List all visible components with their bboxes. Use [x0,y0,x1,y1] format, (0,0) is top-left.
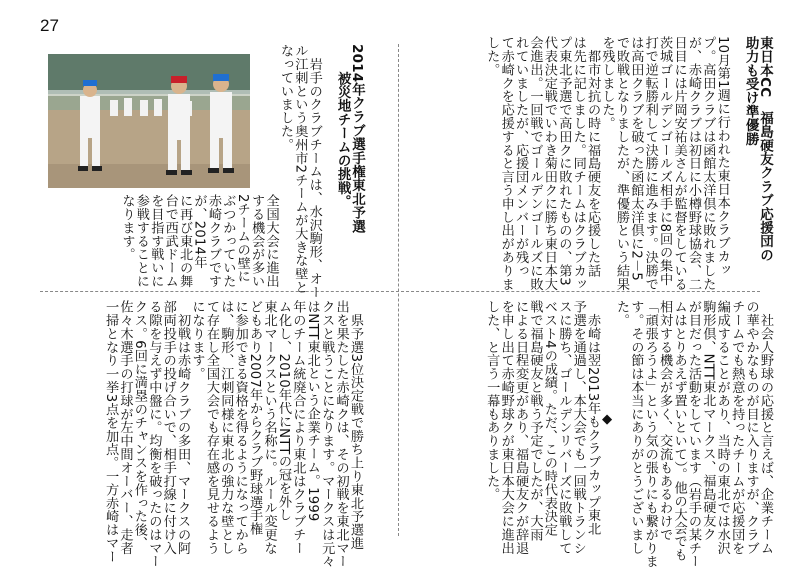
article-body-line: 打で逆転勝利して決勝に進みます。決勝で [642,36,658,291]
article-body-line: が、赤崎クラブは初日に小樽野球協会、二 [685,36,701,291]
article-body-line: 日目には片岡安祐美さんが監督をしている [671,36,687,291]
article-body-line: た。 [613,300,629,327]
article-body-line: なります。 [119,194,135,261]
article-body-line: した。 [484,36,500,77]
baseball-game-photo [48,54,250,188]
article-body-line: を申し出て赤崎野球クが東日本大会に進出 [498,300,514,555]
article-body-line: 編成することがあり、当時の東北では水沢 [714,300,730,555]
spacer [321,44,335,294]
article-body-line: 会進出。一回戦でゴールデンゴールズに敗 [527,36,543,291]
article-body-line: 予選を通過し、本大会でも一回戦トランシ [570,300,586,555]
section-separator-diamond: ◆ [599,412,615,428]
article-body-line: に参加できる資格を得るようになってから [232,300,248,555]
article-body-line: 赤崎クラブです [205,194,221,288]
article-body-line: の華やかなものが目に入りますが、クラブ [743,300,759,555]
article-body-line: て赤崎クを応援すると言う申し出がありま [498,36,514,291]
article-body-line: チームでも熱意を持ったチームが応援団を [729,300,745,555]
article-body-line: 参戦することに [133,194,149,288]
article-body-line: どもあり2007年からクラブ野球選手権 [247,300,263,536]
article-body-line: 佐々木選手の打球が左中間オーバー、走者 [117,300,133,555]
article-body-line: ム化し、2010年代にNTTの冠を外し [275,300,291,522]
baseball-players-image [48,54,250,188]
article-body-line: は高田クラブを破った函館太洋倶に2－5 [628,36,644,281]
article-body-line: が、2014年 [191,194,207,269]
article-body-line: す。その節は本当にありがとうございまし [628,300,644,555]
article-title-line: 助力も受け準優勝 [742,36,759,146]
article-body-line: 戦で福島硬友と戦う予定でしたが、大雨 [527,300,543,542]
article-body-line: 東北マークスという名称に。ルール変更な [261,300,277,555]
article-body-line: を残しました。 [599,36,615,130]
article-body-line: る隙を与えず中盤に。均衡を破ったのはマー [146,300,162,568]
article-cheering-squads [484,300,773,568]
article-body-line: 代表決定戦でいわき菊田クに勝ち東日本大 [541,36,557,291]
article-body-line: 2チームの壁に [234,194,250,283]
article-body-line: 茨城ゴールデンゴールズ相手に8回の集中 [657,36,673,286]
article-body-line: 岩手のクラブチームは、水沢駒形、オー [306,44,322,299]
article-body-line: 全国大会に進出 [263,194,279,288]
spacer [729,36,743,286]
article-body-line: 相対する機会が多く、交流もあるわけで [657,300,673,542]
article-body-line: 出を果たした赤崎クは、その初戦を東北マー [333,300,349,568]
article-body-line: 「頑張ろうよ」という気の張りにも繋がりま [642,300,658,568]
article-east-japan-cc [484,36,773,291]
article-body-line: 初戦は赤崎クラブの多田、マークスの阿 [175,300,191,555]
article-body-line: ムはとりあえず置いといて）。他の大会でも [671,300,687,562]
article-body-line: プ東北予選で高田クに敗れたものの、第3 [556,36,572,286]
article-body-line: はNTT東北という企業チーム。1999 [304,300,320,522]
article-body-line: になります。 [189,300,205,381]
article-body-line: プ。高田クラブは函館太洋倶に敗れました [700,36,716,291]
article-body-line: スに勝ち、ゴールデンリバーズに敗戦して [556,300,572,555]
article-body-line: で敗戦となりましたが、準優勝という結果 [613,36,629,291]
article-body-line: なっていました。 [277,44,293,152]
article-body-line: 社会人野球の応援と言えば、企業チーム [758,300,773,555]
article-body-line: 10月第1週に行われた東日本クラブカッ [714,36,730,277]
article-body-line: クスと戦うことになります。マークスは元々 [319,300,335,568]
article-body-line: て存在し全国大会でも存在感を見せるよう [203,300,219,555]
article-body-line: クス。6回に満塁のチャンスを作った後、 [131,300,147,550]
article-title-line: 被災地チームの挑戦。 [334,44,351,209]
article-body-line: 台で西武ドーム [162,194,178,288]
article-body-line: 年のチーム統廃合により東北はクラブチー [290,300,306,555]
article-body-line: れていましたが、応援団メンバーが残っ [513,36,529,278]
article-body-line: ル江刺という奥州市2チームが大きな壁と [292,44,308,294]
article-body-line: は、駒形、江刺同様に東北の強力な壁とし [218,300,234,555]
page-number: 27 [40,16,59,35]
article-title-line: 東日本CC 福島硬友クラブ応援団の [757,36,773,262]
article-body-line: 部両投手の投げ合いで、相手打線に付け入 [160,300,176,555]
article-body-line: による日程変更があり、福島硬友クが辞退 [513,300,529,555]
column-divider-vertical [398,44,399,536]
article-body-line: 県予選3位決定戦で勝ち上り東北予選進 [348,300,363,550]
article-body-line: する機会が多い [249,194,265,288]
article-tohoku-marks-match [103,300,363,568]
article-body-line: ベスト4の成績。ただ、この時代表決定 [541,300,557,537]
article-body-line: 一掃となり一挙3点を加点。一方赤崎はマー [103,300,119,564]
article-body-line: ぶつかっていた [220,194,236,288]
article-body-line: に再び東北の舞 [177,194,193,288]
article-body-line: を目指す戦いに [148,194,164,288]
article-body-line: は先に記しました。同チームはクラブカッ [570,36,586,291]
article-body-line: した、と言う一幕もありました。 [484,300,500,501]
article-body-line: 都市対抗の時に福島硬友を応援した話 [585,36,601,278]
article-body-line: が目だった活動をしています（岩手の某チー [685,300,701,568]
article-body-line: 赤崎は翌2013年もクラブカップ東北 [585,300,601,536]
article-title-line: 2014年クラブ選手権東北予選 [349,44,365,234]
article-body-line: 駒形倶、NTT東北マークス、福島硬友ク [700,300,716,541]
